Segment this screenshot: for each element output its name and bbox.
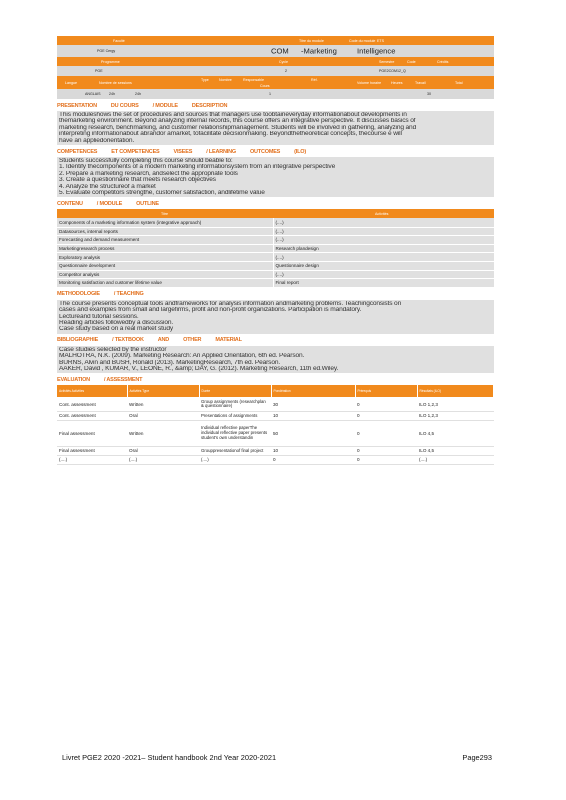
footer-handbook-title: Livret PGE2 2020 -2021– Student handbook 2nd Year 2020-2021 bbox=[62, 753, 277, 762]
text-line: AAKER, David , KUMAR, V., LEONE, R., &amp; DAY, G. (2012). Marketing Research, 11th ed.Wiley. bbox=[59, 365, 339, 372]
evaluation-row bbox=[57, 420, 494, 446]
outcomes-heading bbox=[57, 146, 494, 157]
presentation-heading bbox=[57, 100, 494, 111]
eval-weight-cell: 0 bbox=[271, 455, 355, 464]
content-title-cell: Datasources, internal reports bbox=[57, 227, 273, 236]
content-table bbox=[57, 218, 494, 287]
content-title-cell: Questionnaire development bbox=[57, 261, 273, 270]
eval-ilo-cell: ILO 4,5 bbox=[417, 446, 494, 455]
label-module-title: Titre du module bbox=[299, 38, 324, 43]
heading-part: / LEARNING bbox=[206, 148, 236, 155]
text-line: 4. Analyze the structureof a market bbox=[59, 183, 156, 190]
text-line: cases and examples from small and largefirms, profit and non-profit organizations. Participation is mandatory. bbox=[59, 307, 362, 314]
label-total: Total bbox=[455, 80, 463, 85]
label-number: Nombre bbox=[219, 77, 232, 82]
evaluation-heading bbox=[57, 374, 494, 385]
header-row-5 bbox=[57, 76, 494, 89]
page-number: Page293 bbox=[462, 753, 492, 762]
heading-part: PRESENTATION bbox=[57, 102, 97, 109]
col-prereq: Prérequis bbox=[355, 385, 417, 397]
content-title-cell: Competitor analysis bbox=[57, 270, 273, 279]
text-line: marketing research, benchmarking, and customer relationshipmanagement. Students will be involved in gathering, analyzing and bbox=[59, 124, 417, 131]
eval-prereq-cell: 0 bbox=[355, 397, 417, 411]
label-hours: Heures bbox=[391, 80, 403, 85]
evaluation-table bbox=[57, 385, 494, 465]
eval-duration-cell: Group assignments (researchplan & questionnaire) bbox=[199, 397, 271, 411]
content-activity-cell: (....) bbox=[273, 253, 494, 262]
faculty-value: PGE Cergy bbox=[97, 49, 116, 53]
text-line: 2. Prepare a marketing research, andselect the appropriate tools bbox=[59, 170, 238, 177]
col-type: Activités Type bbox=[127, 385, 199, 397]
page-footer bbox=[62, 753, 492, 762]
text-line: BURNS, Alvin and BUSH, Ronald (2013). MarketingResearch, 7th ed. Pearson. bbox=[59, 359, 281, 366]
content-title-cell: Forecasting and demand measurement bbox=[57, 236, 273, 245]
eval-activity-cell: Cont. assessment bbox=[57, 397, 127, 411]
text-line: themarketing environment. Beyond analyzing internal records, this course offers an integrative perspective. It discusses basics of bbox=[59, 118, 416, 125]
label-ref: Réf. bbox=[311, 77, 318, 82]
label-type: Type bbox=[201, 77, 209, 82]
evaluation-row bbox=[57, 397, 494, 411]
language-value: ANGLAIS bbox=[85, 92, 101, 96]
heading-part: BIBLIOGRAPHIE bbox=[57, 337, 99, 344]
content-table-header bbox=[57, 209, 494, 218]
label-course: Cours bbox=[260, 84, 270, 89]
label-language: Langue bbox=[65, 80, 77, 85]
content-row bbox=[57, 279, 494, 288]
heading-part: OTHER bbox=[183, 337, 202, 344]
eval-type-cell: Written bbox=[127, 397, 199, 411]
header-row-2 bbox=[57, 45, 494, 57]
content-row bbox=[57, 236, 494, 245]
content-heading bbox=[57, 198, 494, 209]
label-ects: ETS bbox=[377, 38, 384, 43]
eval-activity-cell: Cont. assessment bbox=[57, 411, 127, 420]
content-row bbox=[57, 270, 494, 279]
eval-duration-cell: (....) bbox=[199, 455, 271, 464]
label-semester: Semestre bbox=[379, 59, 395, 64]
label-module-code: Code du module bbox=[349, 38, 376, 43]
content-activity-cell: (....) bbox=[273, 227, 494, 236]
eval-duration-cell: Grouppresentationof final project bbox=[199, 446, 271, 455]
heading-part: (ILO) bbox=[294, 148, 306, 155]
header-row-4 bbox=[57, 66, 494, 76]
eval-duration-cell: Individual reflective paperThe individual reflective paper presents student's own understandin bbox=[199, 420, 271, 446]
heading-part: VISEES bbox=[173, 148, 193, 155]
col-activities: Activités bbox=[375, 211, 389, 216]
module-title-prefix: COM bbox=[271, 46, 289, 56]
text-line: have an appliedorientation. bbox=[59, 137, 135, 144]
eval-ilo-cell: (....) bbox=[417, 455, 494, 464]
label-sessions: Nombre de sessions bbox=[99, 80, 132, 85]
text-line: MALHOTRA, N.K. (2009). Marketing Research: An Applied Orientation, 6th ed. Pearson. bbox=[59, 353, 305, 360]
text-line: interpreting informationabout abrandor amarket, tofacilitate decisionmaking. Beyondthetheoretical concepts, thecourse e will bbox=[59, 131, 402, 138]
total-value: 30 bbox=[427, 92, 431, 96]
evaluation-row bbox=[57, 446, 494, 455]
module-title-mid: -Marketing bbox=[301, 46, 337, 56]
header-row-6 bbox=[57, 89, 494, 99]
text-line: Case studies selected by the instructor bbox=[59, 346, 167, 353]
methodology-text bbox=[57, 300, 494, 334]
label-volume: Volume horaire bbox=[357, 80, 382, 85]
label-cycle: Cycle bbox=[279, 59, 288, 64]
text-line: Lectureand tutorial sessions. bbox=[59, 313, 139, 320]
eval-weight-cell: 50 bbox=[271, 420, 355, 446]
eval-type-cell: Oral bbox=[127, 446, 199, 455]
header-row-3 bbox=[57, 57, 494, 66]
code-value: PGE2COM12_Q bbox=[379, 69, 406, 73]
eval-ilo-cell: ILO 1,2,3 bbox=[417, 397, 494, 411]
eval-type-cell: Oral bbox=[127, 411, 199, 420]
text-line: This moduleshows the set of procedures and sources that managers use toobtaineveryday informationabout developments in bbox=[59, 112, 407, 118]
eval-weight-cell: 10 bbox=[271, 446, 355, 455]
module-title-suffix: Intelligence bbox=[357, 46, 396, 56]
heading-part: CONTENU bbox=[57, 200, 83, 207]
heading-part: EVALUATION bbox=[57, 376, 90, 383]
content-row bbox=[57, 244, 494, 253]
content-activity-cell: Final report bbox=[273, 279, 494, 288]
col-duration: Durée bbox=[199, 385, 271, 397]
heading-part: / TEACHING bbox=[113, 291, 144, 298]
col-title: Titre bbox=[161, 211, 169, 216]
eval-activity-cell: (....) bbox=[57, 455, 127, 464]
heading-part: COMPETENCES bbox=[57, 148, 98, 155]
sessions-value: 24h bbox=[109, 92, 115, 96]
heading-part: / TEXTBOOK bbox=[112, 337, 144, 344]
sessions-hours-value: 24h bbox=[135, 92, 141, 96]
label-code: Code bbox=[407, 59, 416, 64]
evaluation-row bbox=[57, 455, 494, 464]
heading-part: / ASSESSMENT bbox=[103, 376, 143, 383]
col-weight: Pondération bbox=[271, 385, 355, 397]
content-activity-cell: Questionnaire design bbox=[273, 261, 494, 270]
presentation-text bbox=[57, 111, 494, 145]
content-row bbox=[57, 218, 494, 227]
label-credits: Crédits bbox=[437, 59, 449, 64]
heading-part: ET COMPETENCES bbox=[111, 148, 160, 155]
eval-activity-cell: Final assessment bbox=[57, 446, 127, 455]
col-ilo: Résultats (ILO) bbox=[417, 385, 494, 397]
header-row-1 bbox=[57, 36, 494, 45]
heading-part: MATERIAL bbox=[215, 337, 242, 344]
content-title-cell: Monitoring satisfaction and customer lifetime value bbox=[57, 279, 273, 288]
content-activity-cell: (....) bbox=[273, 218, 494, 227]
text-line: Students successfully completing this course should beable to: bbox=[59, 158, 233, 165]
document-page bbox=[57, 36, 494, 465]
text-line: Case study based on a real market study bbox=[59, 326, 174, 333]
eval-type-cell: (....) bbox=[127, 455, 199, 464]
text-line: 1. Identify thecomponents of a modern marketing informationsystem from an integrative perspective bbox=[59, 164, 336, 171]
eval-ilo-cell: ILO 4,5 bbox=[417, 420, 494, 446]
text-line: Reading articles followedby a discussion. bbox=[59, 319, 174, 326]
cycle-value: 2 bbox=[285, 69, 287, 73]
content-row bbox=[57, 227, 494, 236]
eval-weight-cell: 30 bbox=[271, 397, 355, 411]
eval-weight-cell: 10 bbox=[271, 411, 355, 420]
label-responsible: Responsable bbox=[243, 77, 264, 82]
programme-value: PGE bbox=[95, 69, 103, 73]
label-programme: Programme bbox=[101, 59, 120, 64]
heading-part: OUTLINE bbox=[136, 200, 159, 207]
content-activity-cell: (....) bbox=[273, 270, 494, 279]
heading-part: METHODOLOGIE bbox=[57, 291, 100, 298]
heading-part: / MODULE bbox=[96, 200, 123, 207]
bibliography-heading bbox=[57, 335, 494, 346]
eval-ilo-cell: ILO 1,2,3 bbox=[417, 411, 494, 420]
methodology-heading bbox=[57, 289, 494, 300]
bibliography-text bbox=[57, 346, 494, 374]
evaluation-row bbox=[57, 411, 494, 420]
eval-prereq-cell: 0 bbox=[355, 455, 417, 464]
text-line: 5. Evaluate competitors strengthe, customer satisfaction, andlifetime value bbox=[59, 190, 265, 197]
outcomes-text bbox=[57, 157, 494, 197]
eval-type-cell: Written bbox=[127, 420, 199, 446]
heading-part: DESCRIPTION bbox=[191, 102, 228, 109]
content-row bbox=[57, 253, 494, 262]
text-line: The course presents conceptual tools andframeworks for analysis information andmarketing problems. Teachingconsists on bbox=[59, 300, 402, 307]
eval-prereq-cell: 0 bbox=[355, 420, 417, 446]
label-faculty: Faculté bbox=[113, 38, 125, 43]
col-activity: Activités Activities bbox=[57, 385, 127, 397]
heading-part: OUTCOMES bbox=[249, 148, 281, 155]
content-title-cell: Components of a marketing information system (integrative approach) bbox=[57, 218, 273, 227]
eval-prereq-cell: 0 bbox=[355, 411, 417, 420]
label-work: Travail bbox=[415, 80, 426, 85]
heading-part: AND bbox=[157, 337, 170, 344]
text-line: 3. Create a questionnaire that meets research objectives bbox=[59, 177, 216, 184]
eval-activity-cell: Final assessment bbox=[57, 420, 127, 446]
content-activity-cell: (....) bbox=[273, 236, 494, 245]
heading-part: / MODULE bbox=[152, 102, 178, 109]
content-title-cell: Exploratory analysis bbox=[57, 253, 273, 262]
content-title-cell: Marketingresearch process bbox=[57, 244, 273, 253]
content-row bbox=[57, 261, 494, 270]
heading-part: DU COURS bbox=[110, 102, 139, 109]
eval-duration-cell: Presentations of assignments bbox=[199, 411, 271, 420]
number-value: 1 bbox=[269, 92, 271, 96]
content-activity-cell: Research plandesign bbox=[273, 244, 494, 253]
eval-prereq-cell: 0 bbox=[355, 446, 417, 455]
